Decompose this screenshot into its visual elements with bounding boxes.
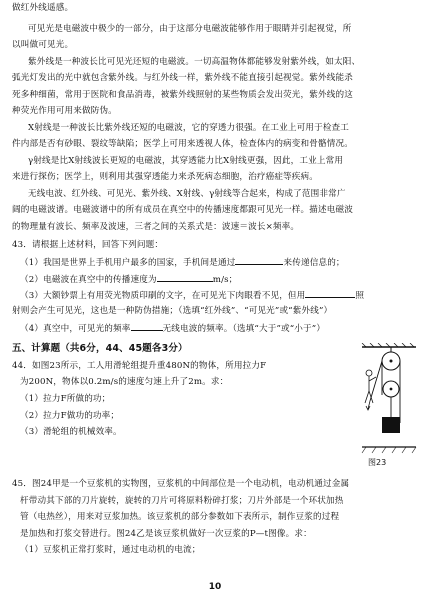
text-line: 做红外线遥感。: [12, 3, 74, 13]
text-span: （4）真空中，可见光的频率: [20, 324, 131, 334]
text-line: 为200N，物体以0.2m/s的速度匀速上升了2m。求：: [20, 377, 229, 387]
text-line: 管（电热丝），用来对豆浆加热。该豆浆机的部分参数如下表所示，制作豆浆的过程: [20, 512, 340, 522]
text-line: 杆带动其下部的刀片旋转，旋转的刀片可将原料粉碎打浆；刀片外部是一个环状加热: [20, 496, 344, 506]
text-line: 种荧光作用可用来做防伪。: [12, 106, 117, 116]
question-43-part-4: [20, 322, 325, 335]
text-span: 无线电波的频率。（选填“大于”或“小于”）: [162, 324, 326, 334]
pulley-system-figure: [360, 343, 418, 455]
text-line: 弧光灯发出的光中就包含紫外线。与红外线一样，紫外线不能直接引起视觉。紫外线能杀: [12, 73, 354, 83]
answer-blank[interactable]: [157, 273, 213, 282]
text-span: （3）大额钞票上有用荧光物质印刷的文字，在可见光下肉眼看不见，但用: [20, 291, 306, 301]
page-number: 10: [208, 582, 222, 592]
text-line: 可见光是电磁波中极少的一部分，由于这部分电磁波能够作用于眼睛并引起视觉，所: [28, 24, 352, 34]
question-43-part-1: [20, 256, 345, 269]
answer-blank[interactable]: [305, 289, 355, 298]
text-line: 件内部是否有砂眼、裂纹等缺陷；医学上可用来透视人体，检查体内的病变和骨骼情况。: [12, 139, 354, 149]
question-43-stem: 43．请根据上述材料，回答下列问题：: [12, 240, 164, 250]
question-44-stem: 44．如图23所示，工人用滑轮组提升重480N的物体，所用拉力F: [12, 361, 267, 371]
question-44-part-1: （1）拉力F所做的功；: [20, 394, 111, 404]
text-line: 以叫做可见光。: [12, 40, 74, 50]
text-span: 来传递信息的；: [283, 258, 345, 268]
text-span: m/s；: [212, 275, 238, 285]
question-45-part-1: （1）豆浆机正常打浆时，通过电动机的电流；: [20, 545, 201, 555]
text-span: （1）我国是世界上手机用户最多的国家，手机间是通过: [20, 258, 236, 268]
text-line: γ射线是比X射线波长更短的电磁波，其穿透能力比X射线更强，因此，工业上常用: [28, 156, 344, 166]
question-44-part-2: （2）拉力F做功的功率；: [20, 411, 120, 421]
text-line: 的物理量有波长、频率及波速，三者之间的关系式是：波速＝波长×频率。: [12, 222, 300, 232]
question-43-part-3: [20, 289, 364, 302]
text-line: 是加热和打浆交替进行。图24乙是该豆浆机做好一次豆浆的P—t图像。求：: [20, 529, 312, 539]
answer-blank[interactable]: [235, 256, 283, 265]
text-line: X射线是一种波长比紫外线还短的电磁波，它的穿透力很强。在工业上可用于检查工: [28, 123, 350, 133]
text-line: 无线电波、红外线、可见光、紫外线、X射线、γ射线等合起来，构成了范围非常广: [28, 189, 346, 199]
answer-blank[interactable]: [131, 322, 163, 331]
question-43-part-2: [20, 273, 237, 286]
question-45-stem: 45．图24甲是一个豆浆机的实物图，豆浆机的中间部位是一个电动机，电动机通过金属: [12, 479, 350, 489]
section-heading-calculation: 五、计算题（共6分，44、45题各3分）: [12, 343, 188, 354]
text-line: 死多种细菌，常用于医院和食品消毒，被紫外线照射的某些物质会发出荧光，紫外线的这: [12, 90, 354, 100]
text-line: 射则会产生可见光，这也是一种防伪措施；（选填“红外线”、“可见光”或“紫外线”）: [12, 306, 333, 316]
text-span: （2）电磁波在真空中的传播速度为: [20, 275, 157, 285]
question-44-part-3: （3）滑轮组的机械效率。: [20, 427, 122, 437]
figure-caption: 图23: [368, 458, 387, 467]
text-line: 阔的电磁波谱。电磁波谱中的所有成员在真空中的传播速度都跟可见光一样。描述电磁波: [12, 205, 354, 215]
text-line: 紫外线是一种波长比可见光还短的电磁波。一切高温物体都能够发射紫外线，如太阳、: [28, 57, 361, 67]
text-line: 来进行探伤；医学上，则利用其强穿透能力来杀死病态细胞，治疗癌症等疾病。: [12, 172, 319, 182]
text-span: 照: [355, 291, 365, 301]
